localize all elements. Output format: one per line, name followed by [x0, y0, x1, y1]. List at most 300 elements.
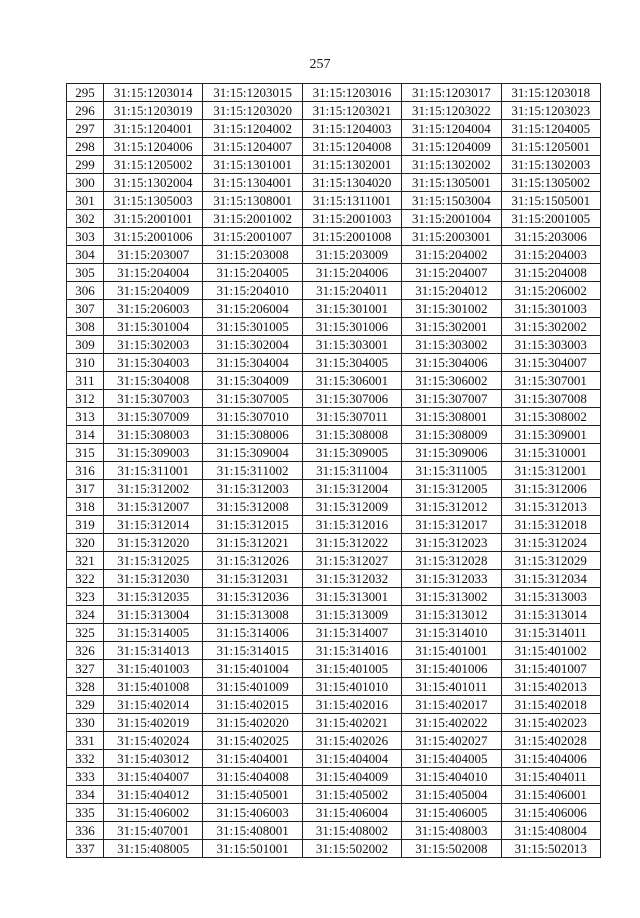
table-row [67, 624, 601, 642]
cadastral-number-cell: 31:15:2001006 [104, 228, 203, 246]
cadastral-number-cell: 31:15:310001 [501, 444, 600, 462]
cadastral-number-cell: 31:15:1302003 [501, 156, 600, 174]
cadastral-number-cell: 31:15:304009 [203, 372, 302, 390]
cadastral-number-cell: 31:15:1311001 [302, 192, 401, 210]
cadastral-number-cell: 31:15:402013 [501, 678, 600, 696]
cadastral-number-cell: 31:15:1204005 [501, 120, 600, 138]
cadastral-number-cell: 31:15:401004 [203, 660, 302, 678]
cadastral-number-cell: 31:15:307006 [302, 390, 401, 408]
cadastral-number-cell: 31:15:1203020 [203, 102, 302, 120]
cadastral-number-cell: 31:15:1204009 [402, 138, 501, 156]
row-number: 322 [67, 570, 104, 588]
table-row [67, 156, 601, 174]
row-number: 319 [67, 516, 104, 534]
cadastral-number-cell: 31:15:307008 [501, 390, 600, 408]
cadastral-number-cell: 31:15:312015 [203, 516, 302, 534]
cadastral-number-cell: 31:15:203008 [203, 246, 302, 264]
cadastral-number-cell: 31:15:2001004 [402, 210, 501, 228]
cadastral-number-cell: 31:15:204007 [402, 264, 501, 282]
cadastral-number-cell: 31:15:1305003 [104, 192, 203, 210]
cadastral-number-cell: 31:15:301002 [402, 300, 501, 318]
table-row [67, 300, 601, 318]
table-row [67, 480, 601, 498]
row-number: 300 [67, 174, 104, 192]
cadastral-number-cell: 31:15:2001003 [302, 210, 401, 228]
cadastral-number-cell: 31:15:313012 [402, 606, 501, 624]
cadastral-number-cell: 31:15:312013 [501, 498, 600, 516]
table-row [67, 570, 601, 588]
table-row [67, 264, 601, 282]
cadastral-number-cell: 31:15:313009 [302, 606, 401, 624]
cadastral-number-cell: 31:15:1505001 [501, 192, 600, 210]
cadastral-number-cell: 31:15:1204001 [104, 120, 203, 138]
table-row [67, 498, 601, 516]
table-row [67, 516, 601, 534]
cadastral-table [66, 83, 601, 858]
cadastral-number-cell: 31:15:1203021 [302, 102, 401, 120]
cadastral-number-cell: 31:15:312026 [203, 552, 302, 570]
cadastral-number-cell: 31:15:401008 [104, 678, 203, 696]
cadastral-number-cell: 31:15:1203018 [501, 84, 600, 102]
cadastral-number-cell: 31:15:408003 [402, 822, 501, 840]
table-row [67, 786, 601, 804]
cadastral-number-cell: 31:15:306002 [402, 372, 501, 390]
row-number: 331 [67, 732, 104, 750]
cadastral-number-cell: 31:15:407001 [104, 822, 203, 840]
cadastral-number-cell: 31:15:1204002 [203, 120, 302, 138]
cadastral-number-cell: 31:15:304006 [402, 354, 501, 372]
cadastral-number-cell: 31:15:312035 [104, 588, 203, 606]
cadastral-number-cell: 31:15:401007 [501, 660, 600, 678]
row-number: 321 [67, 552, 104, 570]
row-number: 323 [67, 588, 104, 606]
cadastral-number-cell: 31:15:405002 [302, 786, 401, 804]
row-number: 335 [67, 804, 104, 822]
cadastral-number-cell: 31:15:1203022 [402, 102, 501, 120]
cadastral-number-cell: 31:15:401001 [402, 642, 501, 660]
cadastral-number-cell: 31:15:1203017 [402, 84, 501, 102]
row-number: 295 [67, 84, 104, 102]
cadastral-number-cell: 31:15:307009 [104, 408, 203, 426]
cadastral-number-cell: 31:15:312036 [203, 588, 302, 606]
cadastral-number-cell: 31:15:1302002 [402, 156, 501, 174]
cadastral-number-cell: 31:15:402025 [203, 732, 302, 750]
cadastral-number-cell: 31:15:312016 [302, 516, 401, 534]
row-number: 297 [67, 120, 104, 138]
cadastral-number-cell: 31:15:204009 [104, 282, 203, 300]
cadastral-number-cell: 31:15:314013 [104, 642, 203, 660]
cadastral-number-cell: 31:15:403012 [104, 750, 203, 768]
cadastral-number-cell: 31:15:204008 [501, 264, 600, 282]
cadastral-number-cell: 31:15:313004 [104, 606, 203, 624]
cadastral-number-cell: 31:15:301006 [302, 318, 401, 336]
table-row [67, 228, 601, 246]
cadastral-number-cell: 31:15:2003001 [402, 228, 501, 246]
row-number: 316 [67, 462, 104, 480]
cadastral-number-cell: 31:15:406005 [402, 804, 501, 822]
table-row [67, 426, 601, 444]
table-row [67, 840, 601, 858]
cadastral-number-cell: 31:15:307007 [402, 390, 501, 408]
cadastral-number-cell: 31:15:1204004 [402, 120, 501, 138]
table-row [67, 354, 601, 372]
cadastral-number-cell: 31:15:404011 [501, 768, 600, 786]
cadastral-number-cell: 31:15:404010 [402, 768, 501, 786]
cadastral-number-cell: 31:15:307003 [104, 390, 203, 408]
row-number: 306 [67, 282, 104, 300]
cadastral-number-cell: 31:15:1305001 [402, 174, 501, 192]
cadastral-number-cell: 31:15:401010 [302, 678, 401, 696]
cadastral-number-cell: 31:15:312001 [501, 462, 600, 480]
cadastral-number-cell: 31:15:404004 [302, 750, 401, 768]
table-row [67, 138, 601, 156]
row-number: 310 [67, 354, 104, 372]
cadastral-number-cell: 31:15:1305002 [501, 174, 600, 192]
cadastral-number-cell: 31:15:302004 [203, 336, 302, 354]
cadastral-number-cell: 31:15:404005 [402, 750, 501, 768]
cadastral-number-cell: 31:15:204011 [302, 282, 401, 300]
cadastral-number-cell: 31:15:308006 [203, 426, 302, 444]
cadastral-number-cell: 31:15:2001008 [302, 228, 401, 246]
cadastral-number-cell: 31:15:312012 [402, 498, 501, 516]
table-row [67, 120, 601, 138]
row-number: 330 [67, 714, 104, 732]
cadastral-number-cell: 31:15:1205001 [501, 138, 600, 156]
cadastral-number-cell: 31:15:312002 [104, 480, 203, 498]
cadastral-number-cell: 31:15:313014 [501, 606, 600, 624]
cadastral-number-cell: 31:15:314010 [402, 624, 501, 642]
cadastral-number-cell: 31:15:1203014 [104, 84, 203, 102]
cadastral-number-cell: 31:15:312028 [402, 552, 501, 570]
row-number: 299 [67, 156, 104, 174]
cadastral-number-cell: 31:15:312014 [104, 516, 203, 534]
cadastral-number-cell: 31:15:301001 [302, 300, 401, 318]
row-number: 334 [67, 786, 104, 804]
cadastral-number-cell: 31:15:309001 [501, 426, 600, 444]
table-row [67, 678, 601, 696]
cadastral-number-cell: 31:15:307010 [203, 408, 302, 426]
page-number: 257 [309, 57, 331, 72]
row-number: 314 [67, 426, 104, 444]
cadastral-number-cell: 31:15:307011 [302, 408, 401, 426]
table-body [67, 84, 601, 858]
cadastral-number-cell: 31:15:1304020 [302, 174, 401, 192]
cadastral-number-cell: 31:15:312033 [402, 570, 501, 588]
table-row [67, 462, 601, 480]
cadastral-number-cell: 31:15:402018 [501, 696, 600, 714]
cadastral-number-cell: 31:15:309004 [203, 444, 302, 462]
cadastral-number-cell: 31:15:1204006 [104, 138, 203, 156]
cadastral-number-cell: 31:15:309006 [402, 444, 501, 462]
row-number: 308 [67, 318, 104, 336]
cadastral-number-cell: 31:15:204003 [501, 246, 600, 264]
cadastral-number-cell: 31:15:406003 [203, 804, 302, 822]
row-number: 298 [67, 138, 104, 156]
cadastral-number-cell: 31:15:402015 [203, 696, 302, 714]
table-row [67, 210, 601, 228]
cadastral-number-cell: 31:15:2001005 [501, 210, 600, 228]
row-number: 307 [67, 300, 104, 318]
cadastral-number-cell: 31:15:404009 [302, 768, 401, 786]
cadastral-number-cell: 31:15:314005 [104, 624, 203, 642]
row-number: 313 [67, 408, 104, 426]
row-number: 315 [67, 444, 104, 462]
row-number: 317 [67, 480, 104, 498]
cadastral-number-cell: 31:15:406004 [302, 804, 401, 822]
cadastral-number-cell: 31:15:401003 [104, 660, 203, 678]
cadastral-number-cell: 31:15:402016 [302, 696, 401, 714]
cadastral-number-cell: 31:15:304004 [203, 354, 302, 372]
row-number: 324 [67, 606, 104, 624]
table-row [67, 318, 601, 336]
row-number: 304 [67, 246, 104, 264]
cadastral-number-cell: 31:15:1204007 [203, 138, 302, 156]
cadastral-number-cell: 31:15:304003 [104, 354, 203, 372]
table-row [67, 408, 601, 426]
cadastral-number-cell: 31:15:502013 [501, 840, 600, 858]
cadastral-number-cell: 31:15:402022 [402, 714, 501, 732]
table-row [67, 660, 601, 678]
table-row [67, 804, 601, 822]
table-row [67, 444, 601, 462]
cadastral-number-cell: 31:15:304008 [104, 372, 203, 390]
row-number: 333 [67, 768, 104, 786]
cadastral-number-cell: 31:15:312017 [402, 516, 501, 534]
cadastral-number-cell: 31:15:312025 [104, 552, 203, 570]
cadastral-number-cell: 31:15:301003 [501, 300, 600, 318]
cadastral-number-cell: 31:15:312005 [402, 480, 501, 498]
cadastral-number-cell: 31:15:402017 [402, 696, 501, 714]
cadastral-number-cell: 31:15:303001 [302, 336, 401, 354]
cadastral-number-cell: 31:15:203006 [501, 228, 600, 246]
cadastral-number-cell: 31:15:204012 [402, 282, 501, 300]
cadastral-number-cell: 31:15:1203015 [203, 84, 302, 102]
cadastral-number-cell: 31:15:308001 [402, 408, 501, 426]
table-row [67, 372, 601, 390]
table-row [67, 282, 601, 300]
cadastral-number-cell: 31:15:1205002 [104, 156, 203, 174]
cadastral-number-cell: 31:15:405001 [203, 786, 302, 804]
cadastral-number-cell: 31:15:312003 [203, 480, 302, 498]
cadastral-number-cell: 31:15:311004 [302, 462, 401, 480]
cadastral-number-cell: 31:15:314015 [203, 642, 302, 660]
cadastral-number-cell: 31:15:206004 [203, 300, 302, 318]
cadastral-number-cell: 31:15:401005 [302, 660, 401, 678]
table-row [67, 336, 601, 354]
cadastral-number-cell: 31:15:303003 [501, 336, 600, 354]
cadastral-number-cell: 31:15:401006 [402, 660, 501, 678]
cadastral-number-cell: 31:15:502002 [302, 840, 401, 858]
table-row [67, 714, 601, 732]
cadastral-number-cell: 31:15:312029 [501, 552, 600, 570]
cadastral-number-cell: 31:15:308008 [302, 426, 401, 444]
cadastral-number-cell: 31:15:312009 [302, 498, 401, 516]
table-row [67, 642, 601, 660]
cadastral-number-cell: 31:15:405004 [402, 786, 501, 804]
cadastral-number-cell: 31:15:302003 [104, 336, 203, 354]
cadastral-number-cell: 31:15:203009 [302, 246, 401, 264]
cadastral-number-cell: 31:15:308002 [501, 408, 600, 426]
cadastral-number-cell: 31:15:301005 [203, 318, 302, 336]
row-number: 305 [67, 264, 104, 282]
cadastral-number-cell: 31:15:308003 [104, 426, 203, 444]
cadastral-number-cell: 31:15:406001 [501, 786, 600, 804]
row-number: 302 [67, 210, 104, 228]
row-number: 296 [67, 102, 104, 120]
cadastral-number-cell: 31:15:313003 [501, 588, 600, 606]
cadastral-number-cell: 31:15:408005 [104, 840, 203, 858]
cadastral-number-cell: 31:15:401002 [501, 642, 600, 660]
table-row [67, 390, 601, 408]
cadastral-number-cell: 31:15:311001 [104, 462, 203, 480]
row-number: 332 [67, 750, 104, 768]
cadastral-number-cell: 31:15:302002 [501, 318, 600, 336]
cadastral-number-cell: 31:15:204010 [203, 282, 302, 300]
cadastral-number-cell: 31:15:301004 [104, 318, 203, 336]
cadastral-number-cell: 31:15:204005 [203, 264, 302, 282]
cadastral-number-cell: 31:15:203007 [104, 246, 203, 264]
table-row [67, 822, 601, 840]
row-number: 312 [67, 390, 104, 408]
cadastral-number-cell: 31:15:402027 [402, 732, 501, 750]
cadastral-number-cell: 31:15:308009 [402, 426, 501, 444]
table-row [67, 246, 601, 264]
cadastral-number-cell: 31:15:401011 [402, 678, 501, 696]
cadastral-number-cell: 31:15:401009 [203, 678, 302, 696]
row-number: 303 [67, 228, 104, 246]
cadastral-number-cell: 31:15:402019 [104, 714, 203, 732]
cadastral-number-cell: 31:15:1204003 [302, 120, 401, 138]
row-number: 325 [67, 624, 104, 642]
table-row [67, 174, 601, 192]
row-number: 301 [67, 192, 104, 210]
cadastral-number-cell: 31:15:312006 [501, 480, 600, 498]
cadastral-number-cell: 31:15:402028 [501, 732, 600, 750]
cadastral-number-cell: 31:15:314011 [501, 624, 600, 642]
cadastral-number-cell: 31:15:501001 [203, 840, 302, 858]
cadastral-number-cell: 31:15:408001 [203, 822, 302, 840]
cadastral-number-cell: 31:15:314007 [302, 624, 401, 642]
cadastral-number-cell: 31:15:312034 [501, 570, 600, 588]
cadastral-number-cell: 31:15:312023 [402, 534, 501, 552]
cadastral-number-cell: 31:15:1203016 [302, 84, 401, 102]
cadastral-number-cell: 31:15:2001002 [203, 210, 302, 228]
table-row [67, 534, 601, 552]
cadastral-number-cell: 31:15:404007 [104, 768, 203, 786]
cadastral-number-cell: 31:15:402023 [501, 714, 600, 732]
cadastral-number-cell: 31:15:402026 [302, 732, 401, 750]
cadastral-number-cell: 31:15:312004 [302, 480, 401, 498]
cadastral-number-cell: 31:15:312021 [203, 534, 302, 552]
cadastral-number-cell: 31:15:2001001 [104, 210, 203, 228]
row-number: 318 [67, 498, 104, 516]
cadastral-number-cell: 31:15:312027 [302, 552, 401, 570]
row-number: 336 [67, 822, 104, 840]
cadastral-number-cell: 31:15:404006 [501, 750, 600, 768]
cadastral-number-cell: 31:15:408004 [501, 822, 600, 840]
cadastral-number-cell: 31:15:408002 [302, 822, 401, 840]
cadastral-number-cell: 31:15:311005 [402, 462, 501, 480]
cadastral-number-cell: 31:15:309005 [302, 444, 401, 462]
cadastral-number-cell: 31:15:312024 [501, 534, 600, 552]
cadastral-number-cell: 31:15:307001 [501, 372, 600, 390]
cadastral-number-cell: 31:15:1203019 [104, 102, 203, 120]
cadastral-number-cell: 31:15:1308001 [203, 192, 302, 210]
cadastral-number-cell: 31:15:1302004 [104, 174, 203, 192]
cadastral-number-cell: 31:15:312018 [501, 516, 600, 534]
cadastral-number-cell: 31:15:313008 [203, 606, 302, 624]
cadastral-number-cell: 31:15:402014 [104, 696, 203, 714]
table-row [67, 750, 601, 768]
cadastral-number-cell: 31:15:312007 [104, 498, 203, 516]
cadastral-number-cell: 31:15:1302001 [302, 156, 401, 174]
cadastral-number-cell: 31:15:404012 [104, 786, 203, 804]
cadastral-number-cell: 31:15:307005 [203, 390, 302, 408]
cadastral-number-cell: 31:15:312022 [302, 534, 401, 552]
table-row [67, 768, 601, 786]
cadastral-number-cell: 31:15:312031 [203, 570, 302, 588]
cadastral-number-cell: 31:15:306001 [302, 372, 401, 390]
cadastral-number-cell: 31:15:311002 [203, 462, 302, 480]
cadastral-number-cell: 31:15:406002 [104, 804, 203, 822]
cadastral-number-cell: 31:15:314016 [302, 642, 401, 660]
cadastral-number-cell: 31:15:204004 [104, 264, 203, 282]
cadastral-number-cell: 31:15:406006 [501, 804, 600, 822]
row-number: 326 [67, 642, 104, 660]
cadastral-number-cell: 31:15:1301001 [203, 156, 302, 174]
cadastral-number-cell: 31:15:404001 [203, 750, 302, 768]
cadastral-number-cell: 31:15:502008 [402, 840, 501, 858]
row-number: 327 [67, 660, 104, 678]
row-number: 328 [67, 678, 104, 696]
cadastral-number-cell: 31:15:1503004 [402, 192, 501, 210]
cadastral-number-cell: 31:15:304005 [302, 354, 401, 372]
table-row [67, 732, 601, 750]
cadastral-number-cell: 31:15:304007 [501, 354, 600, 372]
cadastral-number-cell: 31:15:313002 [402, 588, 501, 606]
cadastral-number-cell: 31:15:314006 [203, 624, 302, 642]
cadastral-number-cell: 31:15:206003 [104, 300, 203, 318]
table-row [67, 84, 601, 102]
cadastral-number-cell: 31:15:302001 [402, 318, 501, 336]
cadastral-number-cell: 31:15:402024 [104, 732, 203, 750]
table-row [67, 552, 601, 570]
cadastral-number-cell: 31:15:312008 [203, 498, 302, 516]
cadastral-number-cell: 31:15:2001007 [203, 228, 302, 246]
row-number: 309 [67, 336, 104, 354]
cadastral-number-cell: 31:15:312030 [104, 570, 203, 588]
cadastral-number-cell: 31:15:402020 [203, 714, 302, 732]
table-row [67, 192, 601, 210]
cadastral-number-cell: 31:15:303002 [402, 336, 501, 354]
cadastral-number-cell: 31:15:206002 [501, 282, 600, 300]
row-number: 320 [67, 534, 104, 552]
cadastral-number-cell: 31:15:1304001 [203, 174, 302, 192]
table-row [67, 102, 601, 120]
cadastral-number-cell: 31:15:312032 [302, 570, 401, 588]
cadastral-number-cell: 31:15:312020 [104, 534, 203, 552]
row-number: 337 [67, 840, 104, 858]
cadastral-number-cell: 31:15:402021 [302, 714, 401, 732]
table-row [67, 606, 601, 624]
cadastral-number-cell: 31:15:313001 [302, 588, 401, 606]
cadastral-number-cell: 31:15:204002 [402, 246, 501, 264]
table-row [67, 696, 601, 714]
cadastral-number-cell: 31:15:204006 [302, 264, 401, 282]
row-number: 329 [67, 696, 104, 714]
cadastral-number-cell: 31:15:1203023 [501, 102, 600, 120]
table-row [67, 588, 601, 606]
